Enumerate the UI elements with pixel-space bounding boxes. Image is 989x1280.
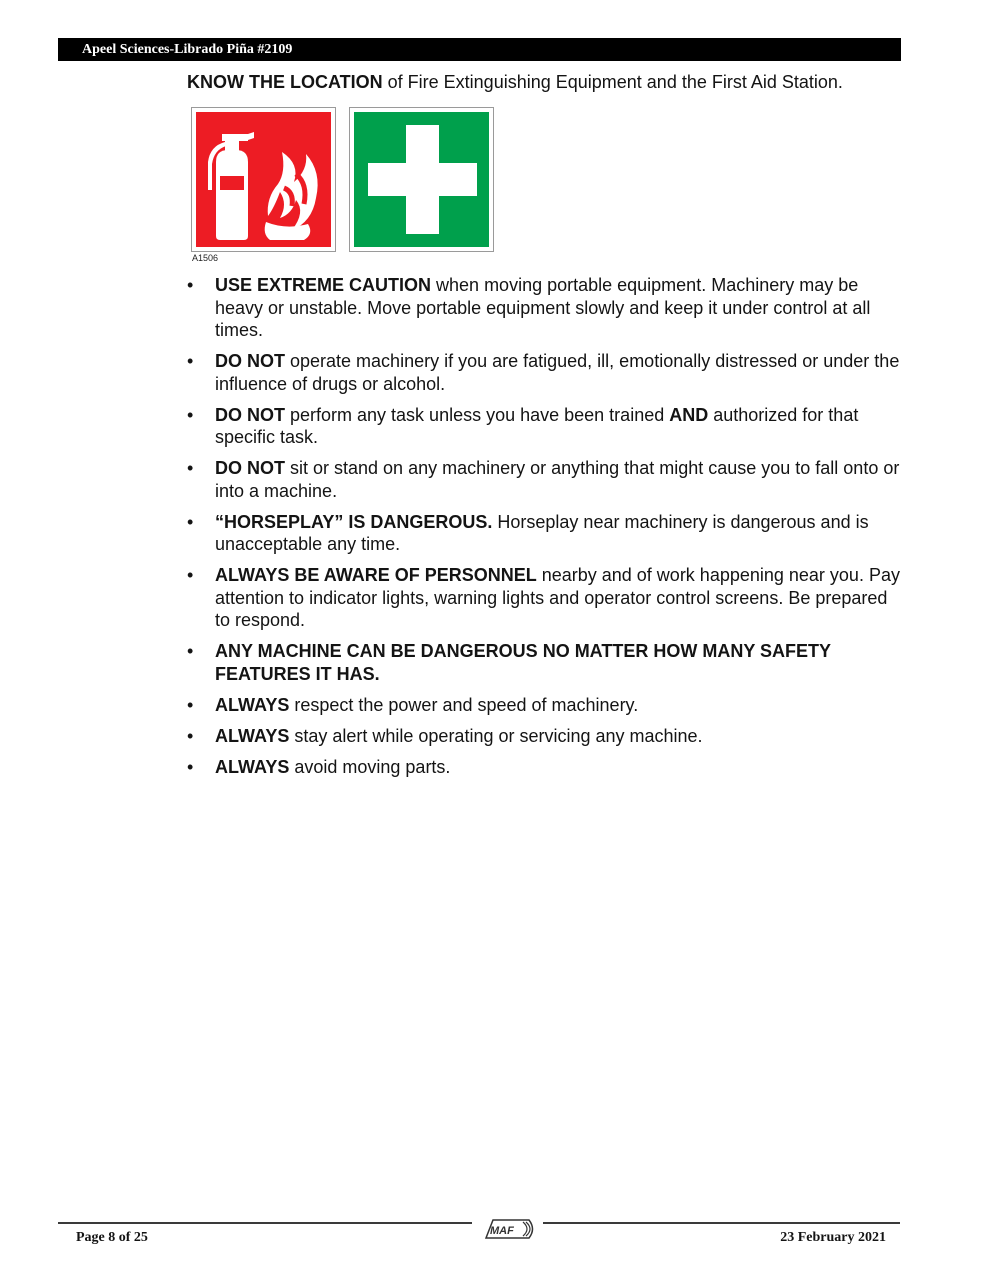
maf-logo-icon [483,1216,537,1242]
footer-rule-left [58,1222,472,1224]
list-item [187,404,903,449]
bullet-symbol: • [187,275,194,295]
safety-bullet-list [187,274,903,787]
bullet-bold: ALWAYS [215,694,290,715]
first-aid-sign [349,107,494,252]
fire-extinguisher-sign [191,107,336,252]
bullet-text: nearby and of work happening near you. Pay attention to indicator lights, warning lights and operator control screens. Be prepared to respond. [215,565,900,630]
bullet-bold: DO NOT [215,404,285,425]
bullet-bold-inline: AND [669,404,709,425]
list-item [187,694,903,717]
bullet-bold: ANY MACHINE CAN BE DANGEROUS NO MATTER HOW MANY SAFETY FEATURES IT HAS. [215,641,831,684]
bullet-bold: ALWAYS [215,725,290,746]
intro-paragraph [187,71,907,93]
bullet-text: respect the power and speed of machinery. [289,694,639,715]
bullet-text-continued: authorized for that specific task. [215,404,859,447]
bullet-text: when moving portable equipment. Machinery may be heavy or unstable. Move portable equipment slowly and keep it under control at all times. [215,275,871,340]
list-item [187,457,903,502]
bullet-bold: DO NOT [215,458,285,478]
intro-bold: KNOW THE LOCATION [187,72,383,92]
list-item [187,725,903,748]
document-header-title: Apeel Sciences-Librado Piña #2109 [82,42,293,57]
bullet-symbol: • [187,694,194,715]
first-aid-cross-icon [354,112,489,247]
list-item [187,564,903,632]
bullet-text: stay alert while operating or servicing any machine. [289,725,703,746]
list-item [187,511,903,556]
list-item [187,756,903,779]
bullet-text: perform any task unless you have been trained [285,404,670,425]
fire-extinguisher-icon [196,112,331,247]
bullet-text: sit or stand on any machinery or anything that might cause you to fall onto or into a machine. [215,458,900,501]
intro-text: of Fire Extinguishing Equipment and the First Aid Station. [382,72,843,92]
bullet-symbol: • [187,351,194,371]
bullet-text: Horseplay near machinery is dangerous and is unacceptable any time. [215,511,869,554]
bullet-bold: USE EXTREME CAUTION [215,275,432,295]
logo-text: MAF [490,1225,514,1237]
footer-page-number: Page 8 of 25 [76,1230,148,1245]
bullet-bold: ALWAYS BE AWARE OF PERSONNEL [215,565,537,585]
bullet-symbol: • [187,641,194,661]
bullet-bold: DO NOT [215,351,285,371]
list-item [187,350,903,395]
header-bar [58,38,901,61]
bullet-symbol: • [187,725,194,746]
bullet-bold: “HORSEPLAY” IS DANGEROUS. [215,511,493,532]
bullet-symbol: • [187,756,194,777]
bullet-text: operate machinery if you are fatigued, ill, emotionally distressed or under the influence of drugs or alcohol. [215,351,900,394]
list-item [187,274,903,342]
footer-rule-right [543,1222,900,1224]
bullet-text: avoid moving parts. [289,756,451,777]
bullet-symbol: • [187,511,194,532]
bullet-symbol: • [187,458,194,478]
bullet-symbol: • [187,404,194,425]
figure-code: A1506 [192,253,219,263]
bullet-bold: ALWAYS [215,756,290,777]
list-item [187,640,903,685]
footer-date: 23 February 2021 [780,1230,886,1245]
bullet-symbol: • [187,565,194,585]
